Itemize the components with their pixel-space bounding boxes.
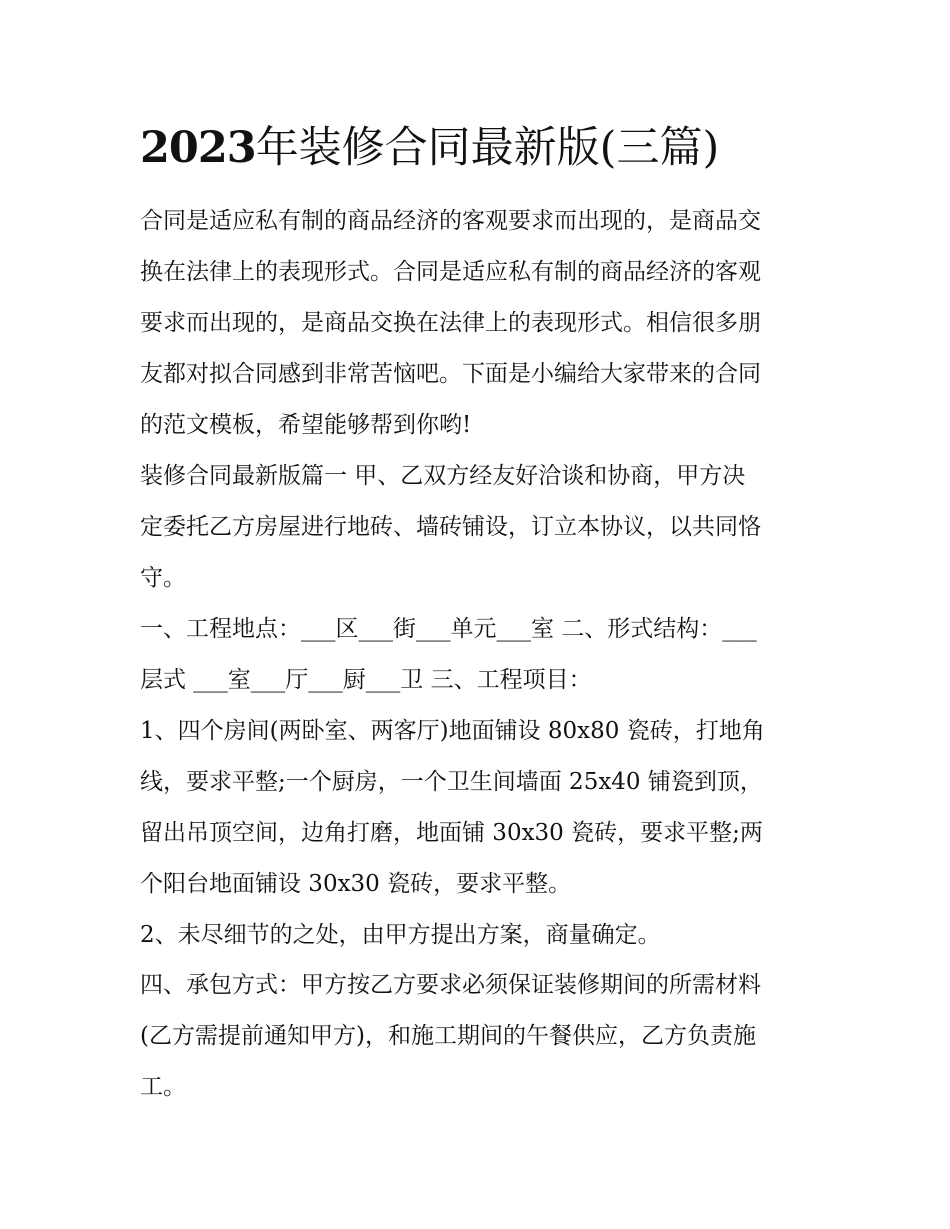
text-line: 合同是适应私有制的商品经济的客观要求而出现的，是商品交 — [140, 208, 761, 234]
text-line: 线，要求平整;一个厨房，一个卫生间墙面 25x40 铺瓷到顶， — [140, 769, 763, 795]
text-line: 工。 — [140, 1074, 186, 1100]
title-year: 2023 — [140, 123, 256, 173]
text-line: (乙方需提前通知甲方)，和施工期间的午餐供应，乙方负责施 — [140, 1023, 756, 1049]
text-line: 留出吊顶空间，边角打磨，地面铺 30x30 瓷砖，要求平整;两 — [140, 820, 763, 846]
text-line: 个阳台地面铺设 30x30 瓷砖，要求平整。 — [140, 871, 572, 897]
text-line: 友都对拟合同感到非常苦恼吧。下面是小编给大家带来的合同 — [140, 361, 761, 387]
text-line: 的范文模板，希望能够帮到你哟! — [140, 412, 472, 438]
text-line: 一、工程地点：___区___街___单元___室 二、形式结构：___ — [140, 616, 757, 642]
text-line: 换在法律上的表现形式。合同是适应私有制的商品经济的客观 — [140, 259, 761, 285]
title-text: 年装修合同最新版(三篇) — [255, 123, 720, 173]
text-line: 要求而出现的，是商品交换在法律上的表现形式。相信很多朋 — [140, 310, 761, 336]
paragraph-intro — [140, 196, 820, 451]
paragraph-article-one — [140, 451, 820, 604]
text-line: 装修合同最新版篇一 甲、乙双方经友好洽谈和协商，甲方决 — [140, 463, 746, 489]
text-line: 守。 — [140, 565, 186, 591]
paragraph-item-1 — [140, 706, 820, 910]
paragraph-item-2 — [140, 910, 820, 961]
paragraph-site-info — [140, 604, 820, 706]
text-line: 2、未尽细节的之处，由甲方提出方案，商量确定。 — [140, 922, 661, 948]
text-line: 层式 ___室___厅___厨___卫 三、工程项目： — [140, 667, 592, 693]
text-line: 定委托乙方房屋进行地砖、墙砖铺设，订立本协议，以共同恪 — [140, 514, 761, 540]
text-line: 1、四个房间(两卧室、两客厅)地面铺设 80x80 瓷砖，打地角 — [140, 718, 765, 744]
text-line: 四、承包方式：甲方按乙方要求必须保证装修期间的所需材料 — [140, 972, 761, 998]
paragraph-contract-method — [140, 960, 820, 1113]
document-title — [140, 118, 840, 178]
